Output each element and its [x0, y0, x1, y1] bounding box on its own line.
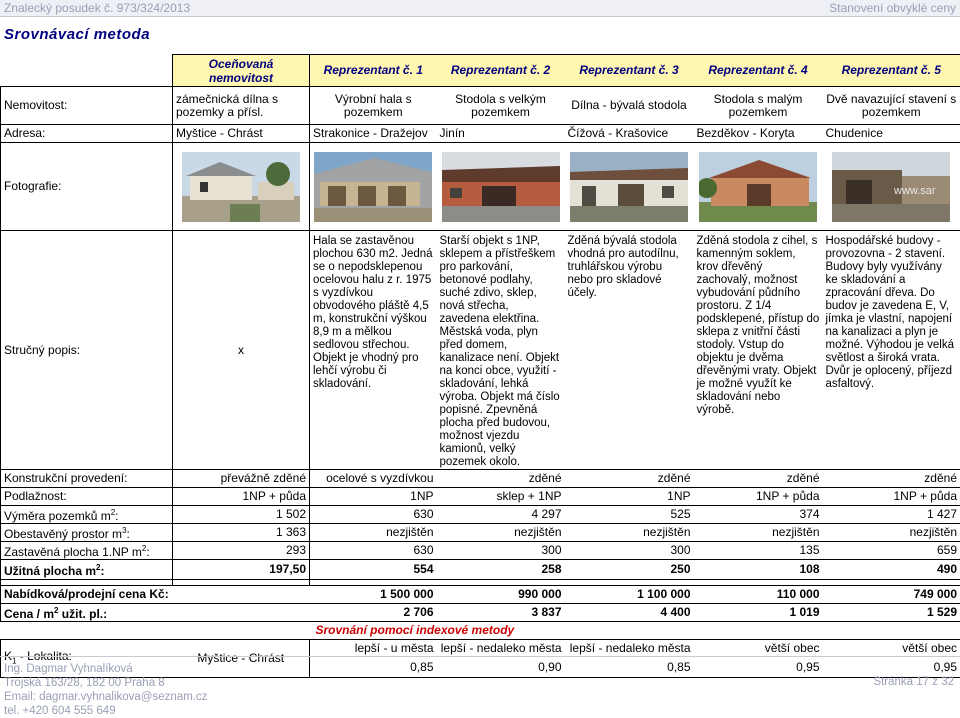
obestaveny-rep4: nezjištěn: [694, 524, 823, 542]
nemovitost-rep1: Výrobní hala s pozemkem: [310, 87, 437, 125]
uzitna-rep1: 554: [310, 560, 437, 580]
popis-rep1: Hala se zastavěnou plochou 630 m2. Jedná se o nepodsklepenou ocelovou halu z r. 1975 s vyzdívkou obvodového pláště 4,5 m, konstrukční výškou 8,9 m a mělkou sedlovou střechou. Objekt je vhodný pro lehčí výrobu či skladování.: [310, 231, 437, 470]
indexy-heading-row: [1, 622, 960, 640]
cena-m2-rep2: 3 837: [437, 604, 565, 622]
podlaznost-label: Podlažnost:: [1, 488, 173, 506]
nemovitost-rep4: Stodola s malým pozemkem: [694, 87, 823, 125]
konstrukce-rep3: zděné: [565, 470, 694, 488]
obestaveny-row: [1, 524, 960, 542]
popis-row: [1, 231, 960, 470]
adresa-rep3: Čížová - Krašovice: [565, 125, 694, 143]
konstrukce-rep5: zděné: [823, 470, 960, 488]
cena-m2-rep1: 2 706: [310, 604, 437, 622]
uzitna-rep3: 250: [565, 560, 694, 580]
konstrukce-rep2: zděné: [437, 470, 565, 488]
zastavena-label-cell: Zastavěná plocha 1.NP $m^2$:: [1, 542, 173, 560]
cena-m2-rep3: 4 400: [565, 604, 694, 622]
vymera-label-cell: Výměra pozemků $m^2$:: [1, 506, 173, 524]
adresa-subject: Myštice - Chrást: [173, 125, 310, 143]
rep4-header: Reprezentant č. 4: [694, 55, 823, 87]
podlaznost-rep3: 1NP: [565, 488, 694, 506]
cena-m2-row: [1, 604, 960, 622]
lokalita-text-rep3: lepší - nedaleko města: [565, 640, 694, 658]
vymera-row: [1, 506, 960, 524]
lokalita-label-suffix: - Lokalita:: [16, 649, 71, 663]
uzitna-row: [1, 560, 960, 580]
fotografie-label: Fotografie:: [1, 143, 173, 231]
rep5-header: Reprezentant č. 5: [823, 55, 960, 87]
popis-rep5: Hospodářské budovy - provozovna - 2 stavení. Budovy byly využívány ke skladování a zpracování dřeva. Do budov je zavedena E, V, jímka je vlastní, napojení na kanalizaci a plyn je možné. Výhodou je velká světlost a široká vrata. Dvůr je oplocený, příjezd asfaltový.: [823, 231, 960, 470]
footer-email: Email: dagmar.vyhnalikova@seznam.cz: [4, 690, 207, 704]
photo-row: [1, 143, 960, 231]
page-header: [0, 0, 960, 17]
lokalita-text-rep5: větší obec: [823, 640, 960, 658]
uzitna-rep2: 258: [437, 560, 565, 580]
zastavena-label: Zastavěná plocha 1.NP m: [4, 545, 142, 559]
rep1-header: Reprezentant č. 1: [310, 55, 437, 87]
podlaznost-rep4: 1NP + půda: [694, 488, 823, 506]
obestaveny-label-cell: Obestavěný prostor $m^3$:: [1, 524, 173, 542]
zastavena-rep2: 300: [437, 542, 565, 560]
subject-header: Oceňovaná nemovitost: [173, 55, 310, 87]
cena-label: Nabídková/prodejní cena Kč:: [1, 586, 310, 604]
cena-m2-label-suffix: užit. pl.:: [58, 607, 107, 621]
footer-contact: [4, 662, 207, 718]
footer-divider: [0, 656, 960, 657]
adresa-rep5: Chudenice: [823, 125, 960, 143]
vymera-rep2: 4 297: [437, 506, 565, 524]
column-header-row: [1, 55, 960, 87]
lokalita-index-rep5: 0,95: [823, 658, 960, 678]
konstrukce-subject: převážně zděné: [173, 470, 310, 488]
popis-rep2: Starší objekt s 1NP, sklepem a přístřeškem pro parkování, betonové podlahy, suché zdivo, sklep, nová střecha, zavedena elektřina. Městská voda, plyn před domem, kanalizace není. Objekt na konci obce, využití - skladování, lehká výroba. Objekt má číslo popisné. Zpevněná plocha před budovou, možnost vjezdu kamionů, velký pozemek okolo.: [437, 231, 565, 470]
zastavena-rep3: 300: [565, 542, 694, 560]
adresa-row: [1, 125, 960, 143]
nemovitost-rep5: Dvě navazující stavení s pozemkem: [823, 87, 960, 125]
obestaveny-rep5: nezjištěn: [823, 524, 960, 542]
adresa-label: Adresa:: [1, 125, 173, 143]
lokalita-row: [1, 640, 960, 658]
nemovitost-label: Nemovitost:: [1, 87, 173, 125]
obestaveny-rep2: nezjištěn: [437, 524, 565, 542]
lokalita-text-rep1: lepší - u města: [310, 640, 437, 658]
konstrukce-rep4: zděné: [694, 470, 823, 488]
nemovitost-rep2: Stodola s velkým pozemkem: [437, 87, 565, 125]
nemovitost-rep3: Dílna - bývalá stodola: [565, 87, 694, 125]
vymera-subject: 1 502: [173, 506, 310, 524]
photo-subject: [182, 152, 300, 222]
footer-phone: tel. +420 604 555 649: [4, 704, 207, 718]
lokalita-index-rep4: 0,95: [694, 658, 823, 678]
vymera-label: Výměra pozemků m: [4, 509, 111, 523]
lokalita-index-rep2: 0,90: [437, 658, 565, 678]
nemovitost-subject: zámečnická dílna s pozemky a přísl.: [173, 87, 310, 125]
konstrukce-label: Konstrukční provedení:: [1, 470, 173, 488]
page-title: Srovnávací metoda: [4, 26, 150, 43]
obestaveny-subject: 1 363: [173, 524, 310, 542]
footer-name: Ing. Dagmar Vyhnalíková: [4, 662, 207, 676]
popis-subject: x: [173, 231, 310, 470]
popis-label: Stručný popis:: [1, 231, 173, 470]
vymera-rep4: 374: [694, 506, 823, 524]
rep3-header: Reprezentant č. 3: [565, 55, 694, 87]
podlaznost-rep1: 1NP: [310, 488, 437, 506]
lokalita-label: K: [4, 649, 12, 663]
uzitna-rep4: 108: [694, 560, 823, 580]
nemovitost-row: [1, 87, 960, 125]
lokalita-text-rep2: lepší - nedaleko města: [437, 640, 565, 658]
podlaznost-rep2: sklep + 1NP: [437, 488, 565, 506]
cena-rep3: 1 100 000: [565, 586, 694, 604]
vymera-rep1: 630: [310, 506, 437, 524]
lokalita-index-rep1: 0,85: [310, 658, 437, 678]
cena-m2-rep5: 1 529: [823, 604, 960, 622]
uzitna-label: Užitná plocha m: [4, 564, 96, 578]
podlaznost-subject: 1NP + půda: [173, 488, 310, 506]
comparison-table: [0, 54, 960, 680]
lokalita-subject: Myštice - Chrást: [173, 640, 310, 678]
podlaznost-row: [1, 488, 960, 506]
adresa-rep1: Strakonice - Dražejov: [310, 125, 437, 143]
uzitna-subject: 197,50: [173, 560, 310, 580]
photo-rep4: [699, 152, 817, 222]
page-number: Stránka 17 z 32: [873, 676, 954, 688]
obestaveny-rep1: nezjištěn: [310, 524, 437, 542]
cena-rep4: 110 000: [694, 586, 823, 604]
podlaznost-rep5: 1NP + půda: [823, 488, 960, 506]
cena-m2-rep4: 1 019: [694, 604, 823, 622]
header-right: Stanovení obvyklé ceny: [829, 1, 956, 15]
zastavena-subject: 293: [173, 542, 310, 560]
header-left: Znalecký posudek č. 973/324/2013: [4, 1, 190, 15]
cena-m2-label-cell: Cena / $m^2$ užit. pl.:: [1, 604, 310, 622]
zastavena-row: [1, 542, 960, 560]
adresa-rep2: Jinín: [437, 125, 565, 143]
zastavena-rep5: 659: [823, 542, 960, 560]
konstrukce-rep1: ocelové s vyzdívkou: [310, 470, 437, 488]
photo-rep1: [314, 152, 432, 222]
cena-rep1: 1 500 000: [310, 586, 437, 604]
cena-rep5: 749 000: [823, 586, 960, 604]
obestaveny-label: Obestavěný prostor m: [4, 527, 122, 541]
photo-rep3: [570, 152, 688, 222]
cena-row: [1, 586, 960, 604]
obestaveny-rep3: nezjištěn: [565, 524, 694, 542]
zastavena-rep4: 135: [694, 542, 823, 560]
lokalita-label-sub: 1: [12, 656, 16, 665]
lokalita-text-rep4: větší obec: [694, 640, 823, 658]
adresa-rep4: Bezděkov - Koryta: [694, 125, 823, 143]
konstrukce-row: [1, 470, 960, 488]
footer-address: Trojská 163/28, 182 00 Praha 8: [4, 676, 207, 690]
cena-rep2: 990 000: [437, 586, 565, 604]
rep2-header: Reprezentant č. 2: [437, 55, 565, 87]
photo-rep5: [832, 152, 950, 222]
cena-m2-label: Cena / m: [4, 607, 54, 621]
indexy-heading: Srovnání pomocí indexové metody: [310, 622, 565, 640]
uzitna-label-cell: Užitná plocha $m^2$:: [1, 560, 173, 580]
uzitna-rep5: 490: [823, 560, 960, 580]
vymera-rep5: 1 427: [823, 506, 960, 524]
zastavena-rep1: 630: [310, 542, 437, 560]
popis-rep3: Zděná bývalá stodola vhodná pro autodílnu, truhlářskou výrobu nebo pro skladové účely.: [565, 231, 694, 470]
watermark-text: www.sar: [893, 185, 936, 197]
photo-rep2: [442, 152, 560, 222]
popis-rep4: Zděná stodola z cihel, s kamenným soklem, krov dřevěný zachovalý, možnost vybudování půdního prostoru. Z 1/4 podsklepené, přístup do sklepa z vnitřní části stodoly. Vstup do objektu je dvěma dřevěnými vraty. Objekt je možné využít ke skladování nebo výrobě.: [694, 231, 823, 470]
vymera-rep3: 525: [565, 506, 694, 524]
lokalita-index-rep3: 0,85: [565, 658, 694, 678]
